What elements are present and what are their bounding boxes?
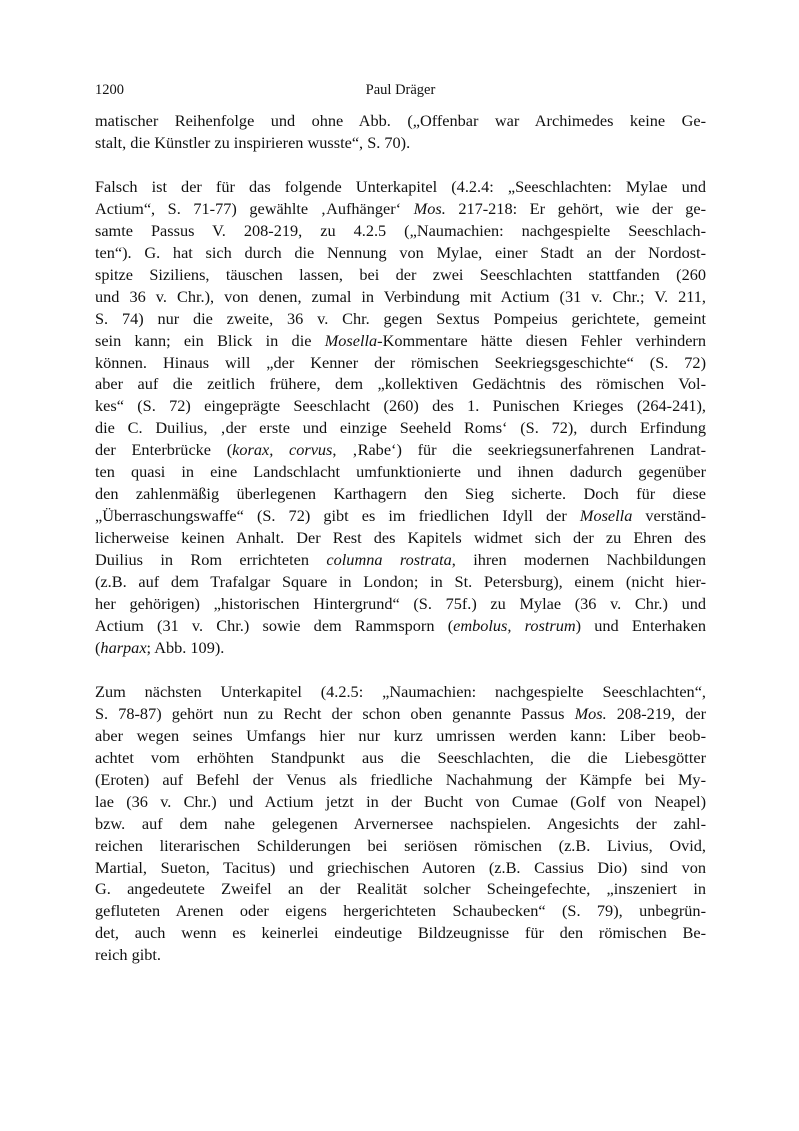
body-text bbox=[95, 110, 706, 966]
text-line bbox=[95, 900, 706, 922]
text-line bbox=[95, 483, 706, 505]
text-segment: ( bbox=[95, 637, 101, 657]
italic-text: harpax bbox=[100, 637, 147, 657]
text-segment: (Eroten) auf Befehl der Venus als friedliche Nachahmung der Kämpfe bei My- bbox=[95, 769, 706, 789]
italic-text: Mos. bbox=[413, 198, 446, 218]
text-line bbox=[95, 725, 706, 747]
text-segment: Actium (31 v. Chr.) sowie dem Rammsporn ( bbox=[95, 615, 454, 635]
text-segment: 217-218: Er gehört, wie der ge- bbox=[445, 198, 706, 218]
text-segment: S. 78-87) gehört nun zu Recht der schon oben genannte Passus bbox=[95, 703, 575, 723]
text-line bbox=[95, 132, 706, 154]
italic-text: Mosella bbox=[579, 506, 633, 526]
text-line bbox=[95, 198, 706, 220]
text-line bbox=[95, 922, 706, 944]
italic-text: columna rostrata bbox=[326, 550, 452, 570]
text-segment: verständ- bbox=[632, 506, 706, 526]
page-number: 1200 bbox=[95, 82, 124, 98]
text-line bbox=[95, 615, 706, 637]
text-segment: her gehörigen) „historischen Hintergrund“ (S. 75f.) zu Mylae (36 v. Chr.) und bbox=[95, 594, 706, 614]
text-line bbox=[95, 242, 706, 264]
text-segment: Falsch ist der für das folgende Unterkapitel (4.2.4: „Seeschlachten: Mylae und bbox=[95, 176, 706, 196]
text-line bbox=[95, 527, 706, 549]
text-line bbox=[95, 417, 706, 439]
text-line bbox=[95, 176, 706, 198]
italic-text: Mosella bbox=[324, 330, 378, 350]
text-segment: stalt, die Künstler zu inspirieren wusste“, S. 70). bbox=[95, 132, 411, 152]
text-line bbox=[95, 110, 706, 132]
text-line bbox=[95, 681, 706, 703]
text-segment: G. angedeutete Zweifel an der Realität solcher Scheingefechte, „inszeniert in bbox=[95, 879, 706, 899]
page-header bbox=[95, 80, 706, 100]
text-segment: S. 74) nur die zweite, 36 v. Chr. gegen Sextus Pompeius gerichtete, gemeint bbox=[95, 308, 706, 328]
text-line bbox=[95, 571, 706, 593]
text-segment: gefluteten Arenen oder eigens hergerichteten Schaubecken“ (S. 79), unbegrün- bbox=[95, 901, 706, 921]
text-line bbox=[95, 352, 706, 374]
italic-text: Mos. bbox=[574, 703, 607, 723]
text-segment: reich gibt. bbox=[95, 945, 162, 965]
text-line bbox=[95, 944, 706, 966]
text-line bbox=[95, 220, 706, 242]
text-segment: matischer Reihenfolge und ohne Abb. („Offenbar war Archimedes keine Ge- bbox=[95, 111, 706, 130]
text-segment: Martial, Sueton, Tacitus) und griechischen Autoren (z.B. Cassius Dio) sind von bbox=[95, 857, 706, 877]
text-segment: können. Hinaus will „der Kenner der römischen Seekriegsgeschichte“ (S. 72) bbox=[95, 352, 706, 372]
paragraph bbox=[95, 681, 706, 966]
text-segment: ten quasi in eine Landschlacht umfunktionierte und ihnen dadurch gegenüber bbox=[95, 462, 706, 482]
text-segment: , ‚Rabe‘) für die seekriegsunerfahrenen Landrat- bbox=[332, 440, 707, 460]
text-segment: reichen literarischen Schilderungen bei seriösen römischen (z.B. Livius, Ovid, bbox=[95, 835, 706, 855]
text-segment: spitze Siziliens, täuschen lassen, bei der zwei Seeschlachten stattfanden (260 bbox=[95, 264, 706, 284]
text-segment: lae (36 v. Chr.) und Actium jetzt in der Bucht von Cumae (Golf von Neapel) bbox=[95, 791, 706, 811]
text-segment: samte Passus V. 208-219, zu 4.2.5 („Naumachien: nachgespielte Seeschlach- bbox=[95, 220, 706, 240]
text-segment: (z.B. auf dem Trafalgar Square in London; in St. Petersburg), einem (nicht hier- bbox=[95, 572, 706, 592]
text-line bbox=[95, 373, 706, 395]
text-line bbox=[95, 505, 706, 527]
text-segment: ) und Enterhaken bbox=[575, 615, 706, 635]
text-segment: bzw. auf dem nahe gelegenen Arvernersee nachspielen. Angesichts der zahl- bbox=[95, 813, 706, 833]
text-line bbox=[95, 857, 706, 879]
text-segment: ; Abb. 109). bbox=[146, 637, 225, 657]
text-line bbox=[95, 439, 706, 461]
text-line bbox=[95, 637, 706, 659]
text-segment: der Enterbrücke ( bbox=[95, 440, 233, 460]
text-line bbox=[95, 703, 706, 725]
text-line bbox=[95, 395, 706, 417]
text-line bbox=[95, 549, 706, 571]
text-line bbox=[95, 747, 706, 769]
text-line bbox=[95, 330, 706, 352]
text-segment: aber wegen seines Umfangs hier nur kurz umrissen werden kann: Liber beob- bbox=[95, 725, 706, 745]
text-line bbox=[95, 813, 706, 835]
text-segment: -Kommentare hätte diesen Fehler verhindern bbox=[377, 330, 706, 350]
text-line bbox=[95, 835, 706, 857]
text-segment: aber auf die zeitlich frühere, dem „kollektiven Gedächtnis des römischen Vol- bbox=[95, 374, 706, 394]
text-segment: ten“). G. hat sich durch die Nennung von Mylae, einer Stadt an der Nordost- bbox=[95, 242, 706, 262]
text-line bbox=[95, 593, 706, 615]
text-segment: achtet vom erhöhten Standpunkt aus die Seeschlachten, die die Liebesgötter bbox=[95, 747, 706, 767]
italic-text: korax, corvus bbox=[232, 440, 333, 460]
text-segment: 208-219, der bbox=[606, 703, 707, 723]
text-segment: det, auch wenn es keinerlei eindeutige Bildzeugnisse für den römischen Be- bbox=[95, 923, 706, 943]
text-segment: Duilius in Rom errichteten bbox=[95, 550, 327, 570]
running-title: Paul Dräger bbox=[365, 82, 436, 98]
text-segment: und 36 v. Chr.), von denen, zumal in Verbindung mit Actium (31 v. Chr.; V. 211, bbox=[95, 286, 706, 306]
text-segment: , ihren modernen Nachbildungen bbox=[451, 550, 706, 570]
text-line bbox=[95, 308, 706, 330]
text-line bbox=[95, 264, 706, 286]
paragraph bbox=[95, 176, 706, 659]
text-line bbox=[95, 286, 706, 308]
text-segment: kes“ (S. 72) eingeprägte Seeschlacht (260) des 1. Punischen Krieges (264-241), bbox=[95, 396, 706, 416]
text-line bbox=[95, 769, 706, 791]
text-segment: licherweise keinen Anhalt. Der Rest des Kapitels widmet sich der zu Ehren des bbox=[95, 528, 706, 548]
paragraph bbox=[95, 110, 706, 154]
italic-text: embolus, rostrum bbox=[453, 615, 576, 635]
text-segment: sein kann; ein Blick in die bbox=[95, 330, 325, 350]
text-segment: Zum nächsten Unterkapitel (4.2.5: „Naumachien: nachgespielte Seeschlachten“, bbox=[95, 681, 706, 701]
text-line bbox=[95, 791, 706, 813]
text-segment: die C. Duilius, ‚der erste und einzige Seeheld Roms‘ (S. 72), durch Erfindung bbox=[95, 418, 706, 438]
text-line bbox=[95, 878, 706, 900]
text-segment: „Überraschungswaffe“ (S. 72) gibt es im friedlichen Idyll der bbox=[95, 506, 580, 526]
text-segment: den zahlenmäßig überlegenen Karthagern den Sieg sicherte. Doch für diese bbox=[95, 484, 706, 504]
text-line bbox=[95, 461, 706, 483]
text-segment: Actium“, S. 71-77) gewählte ‚Aufhänger‘ bbox=[95, 198, 414, 218]
